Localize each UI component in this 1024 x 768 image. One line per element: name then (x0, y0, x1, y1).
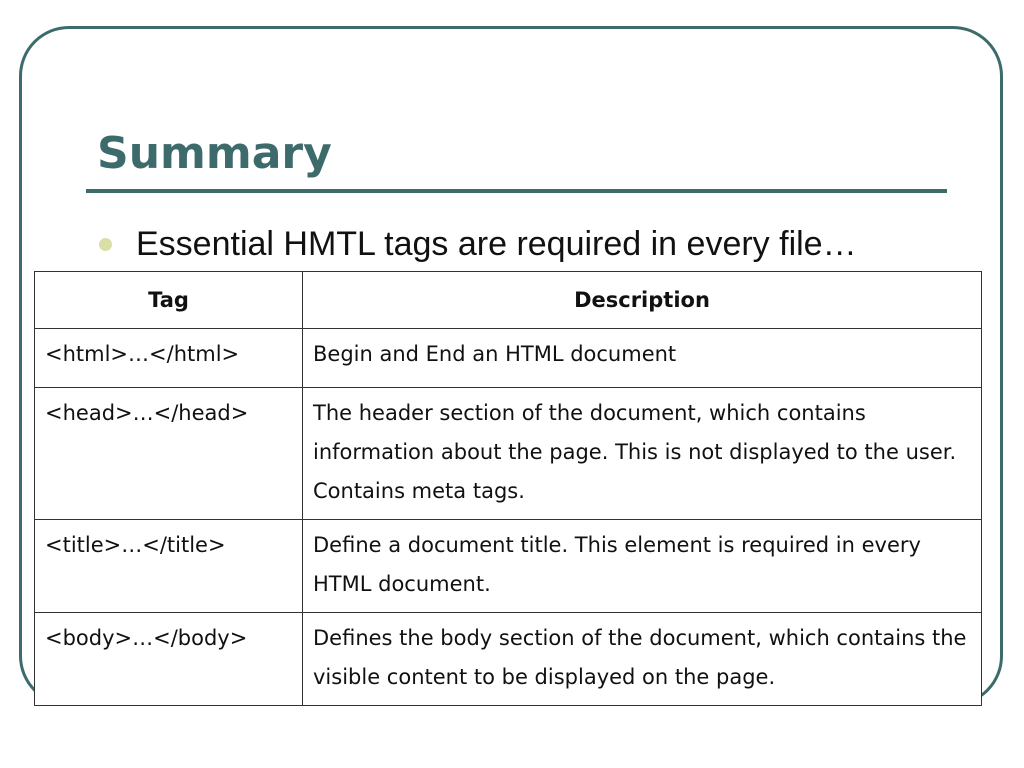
summary-table (34, 271, 982, 706)
slide-title: Summary (97, 128, 332, 179)
tag-cell: <head>…</head> (35, 388, 303, 520)
column-header-description: Description (303, 272, 982, 329)
column-header-tag: Tag (35, 272, 303, 329)
tag-cell: <title>…</title> (35, 520, 303, 613)
description-cell: Begin and End an HTML document (303, 329, 982, 388)
bullet-text: Essential HMTL tags are required in every file… (136, 224, 857, 263)
table-row (35, 329, 982, 388)
table-row (35, 613, 982, 706)
description-cell: The header section of the document, which contains information about the page. This is not displayed to the user. Contains meta tags. (303, 388, 982, 520)
description-cell: Define a document title. This element is required in every HTML document. (303, 520, 982, 613)
table-header-row (35, 272, 982, 329)
tag-cell: <html>…</html> (35, 329, 303, 388)
description-cell: Defines the body section of the document, which contains the visible content to be displayed on the page. (303, 613, 982, 706)
table-row (35, 388, 982, 520)
bullet-dot-icon (99, 238, 112, 251)
tag-cell: <body>…</body> (35, 613, 303, 706)
title-divider (86, 189, 947, 193)
bullet-item (99, 222, 857, 266)
table-row (35, 520, 982, 613)
